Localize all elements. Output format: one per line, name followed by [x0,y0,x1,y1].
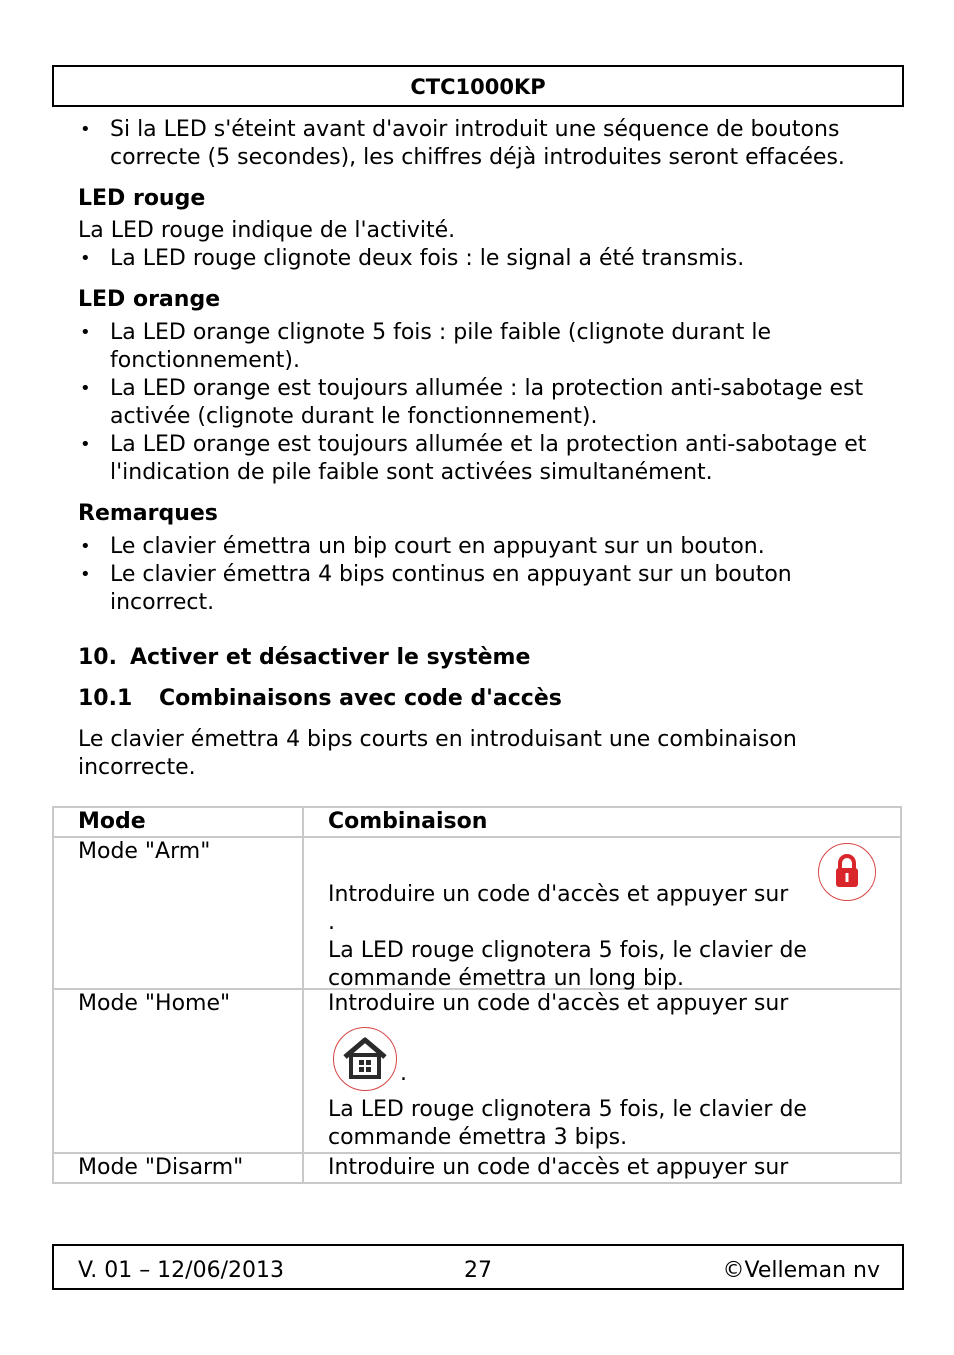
led-orange-heading: LED orange [78,287,221,312]
led-rouge-list [78,245,898,273]
combination-cell [303,989,901,1153]
page-content [78,116,898,782]
result-text: La LED rouge clignotera 5 fois, le clavier de commande émettra un long bip. [328,938,807,991]
period-mark: . [400,1061,407,1086]
list-item: • Le clavier émettra 4 bips continus en appuyant sur un bouton incorrect. [78,561,898,617]
instruction-text: Introduire un code d'accès et appuyer sur [328,882,789,907]
led-orange-list [78,319,898,487]
led-rouge-text: La LED rouge indique de l'activité. [78,218,456,243]
home-icon [333,1027,397,1091]
led-rouge-heading: LED rouge [78,186,206,211]
list-item: • La LED orange clignote 5 fois : pile faible (clignote durant le fonctionnement). [78,319,898,375]
mode-cell: Mode "Arm" [53,837,303,989]
list-item: • Le clavier émettra un bip court en appuyant sur un bouton. [78,533,898,561]
result-text: La LED rouge clignotera 5 fois, le clavier de commande émettra 3 bips. [328,1097,807,1150]
remarques-heading: Remarques [78,501,218,526]
section-number: 10. [78,645,117,670]
period-mark: . [328,910,335,935]
list-item: • La LED rouge clignote deux fois : le signal a été transmis. [78,245,898,273]
list-item: • La LED orange est toujours allumée et la protection anti-sabotage et l'indication de pile faible sont activées simultanément. [78,431,898,487]
table-row [53,1153,901,1183]
section-number: 10.1 [78,686,133,711]
combination-table [52,806,902,1184]
section-10-heading [78,644,898,672]
list-item: • Si la LED s'éteint avant d'avoir introduit une séquence de boutons correcte (5 secondes), les chiffres déjà introduites seront effacées. [78,116,898,172]
instruction-text: Introduire un code d'accès et appuyer sur [303,1153,901,1183]
version-label: V. 01 – 12/06/2013 [78,1258,284,1283]
section-10-1-text: Le clavier émettra 4 bips courts en introduisant une combinaison incorrecte. [78,727,797,780]
intro-list [78,116,898,172]
remarques-list [78,533,898,617]
section-10-1-heading [78,685,898,713]
document-title: CTC1000KP [410,75,546,99]
table-header-row [53,807,901,837]
mode-cell: Mode "Home" [53,989,303,1153]
table-row [53,837,901,989]
instruction-text: Introduire un code d'accès et appuyer sur [328,991,789,1016]
page-number: 27 [464,1258,492,1283]
page-header [52,65,904,107]
mode-cell: Mode "Disarm" [53,1153,303,1183]
section-title: Activer et désactiver le système [130,645,531,670]
lock-icon [818,843,876,901]
copyright-label: ©Velleman nv [722,1258,880,1283]
section-title: Combinaisons avec code d'accès [159,686,562,711]
list-item: • La LED orange est toujours allumée : la protection anti-sabotage est activée (clignote durant le fonctionnement). [78,375,898,431]
column-header-mode: Mode [53,807,303,837]
table-row [53,989,901,1153]
column-header-combinaison: Combinaison [303,807,901,837]
combination-cell [303,837,901,989]
page-footer [52,1244,904,1290]
